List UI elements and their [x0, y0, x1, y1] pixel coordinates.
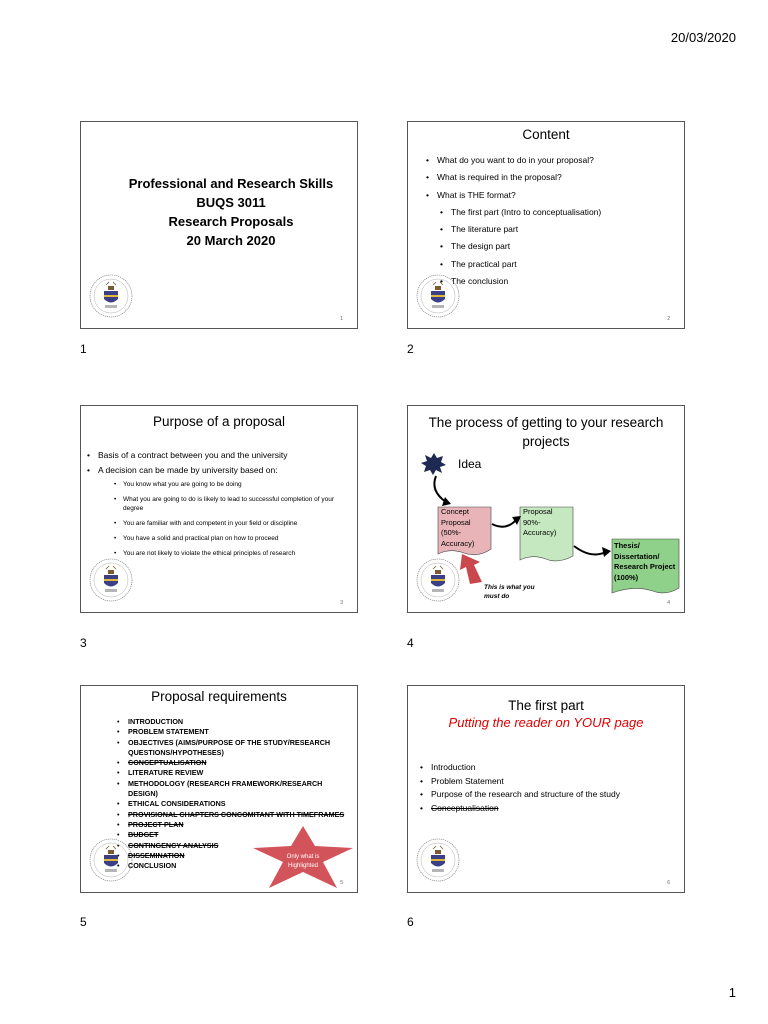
list-item: • Problem Statement [420, 775, 678, 789]
list-item: • What is THE format? [426, 187, 601, 204]
list-item: • INTRODUCTION [117, 717, 353, 727]
slide-2-title: Content [522, 127, 570, 142]
university-crest-logo [414, 272, 462, 320]
list-item: • The first part (Intro to conceptualisation) [440, 204, 601, 221]
list-item: • Purpose of the research and structure of the study [420, 788, 678, 802]
university-crest-logo [87, 556, 135, 604]
list-item: • BUDGET [117, 830, 353, 840]
list-item: • You are familiar with and competent in your field or discipline [114, 519, 351, 528]
slide-2 [407, 121, 685, 329]
list-item: • You have a solid and practical plan on how to proceed [114, 534, 351, 543]
slide-5 [80, 685, 358, 893]
university-crest-logo [414, 836, 462, 884]
slide-4 [407, 405, 685, 613]
list-item: • Conceptualisation [420, 802, 678, 816]
page-number: 1 [728, 985, 736, 1000]
list-item: • What is required in the proposal? [426, 169, 601, 186]
list-item: • ETHICAL CONSIDERATIONS [117, 799, 353, 809]
list-item: • The design part [440, 238, 601, 255]
list-item: • CONCEPTUALISATION [117, 758, 353, 768]
proposal-label: Proposal 90%-Accuracy) [523, 507, 557, 537]
note-text: This is what you must do [484, 584, 535, 600]
slide-number: 5 [80, 915, 87, 929]
list-item: • METHODOLOGY (RESEARCH FRAMEWORK/RESEARCH DESIGN) [117, 779, 353, 800]
list-item: • You are not likely to violate the ethical principles of research [114, 549, 351, 558]
list-item: • OBJECTIVES (AIMS/PURPOSE OF THE STUDY/RESEARCH QUESTIONS/HYPOTHESES) [117, 738, 353, 759]
thesis-label: Thesis/ Dissertation/ Research Project (100%) [614, 541, 676, 582]
slide-6 [407, 685, 685, 893]
university-crest-logo [87, 272, 135, 320]
list-item: • A decision can be made by university based on: • You know what you are going to be doing • What you are going to do is likely to lead to successful completion of your degree • You are familiar with and competent in your field or discipline • You have a solid and practical plan on how to proceed • You are not likely to violate the ethical principles of research [87, 463, 351, 558]
slide-footer-number: 5 [340, 880, 343, 886]
star-label: Only what is Highlighted [286, 854, 320, 869]
slide-footer-number: 6 [667, 880, 670, 886]
list-item: • The conclusion [440, 273, 601, 290]
page-date: 20/03/2020 [670, 30, 736, 45]
list-item: • The literature part [440, 221, 601, 238]
list-item: • CONCLUSION [117, 861, 353, 871]
list-item: • What do you want to do in your proposal? [426, 152, 601, 169]
slide-3-title: Purpose of a proposal [152, 414, 286, 429]
slide-footer-number: 4 [667, 600, 670, 606]
list-item: • CONTINGENCY ANALYSIS [117, 841, 353, 851]
list-item: • PROBLEM STATEMENT [117, 727, 353, 737]
list-item: • Introduction [420, 761, 678, 775]
list-item: • PROVISIONAL CHAPTERS CONCOMITANT WITH TIMEFRAMES [117, 810, 353, 820]
first-part-list [420, 761, 678, 815]
list-item: • Basis of a contract between you and the university [87, 448, 351, 463]
slide-6-title: The first part [508, 698, 584, 713]
slide-5-title: Proposal requirements [151, 689, 287, 704]
pointer-arrow-icon [460, 554, 482, 584]
university-crest-logo [414, 556, 462, 604]
slide-1-title: Professional and Research Skills BUQS 3011 Research Proposals 20 March 2020 [128, 176, 334, 248]
list-item: • LITERATURE REVIEW [117, 768, 353, 778]
list-item: • What you are going to do is likely to lead to successful completion of your degree [114, 495, 351, 513]
idea-label: Idea [458, 457, 482, 471]
slide-number: 4 [407, 636, 414, 650]
purpose-list [87, 448, 351, 564]
list-item: • DISSEMINATION [117, 851, 353, 861]
idea-burst-icon [421, 453, 446, 475]
slide-1 [80, 121, 358, 329]
list-item: • PROJECT PLAN [117, 820, 353, 830]
slide-4-title: The process of getting to your research projects [428, 415, 664, 449]
university-crest-logo [87, 836, 135, 884]
slide-6-subtitle: Putting the reader on YOUR page [448, 715, 644, 730]
content-list [426, 152, 601, 290]
slide-number: 2 [407, 342, 414, 356]
list-item: • You know what you are going to be doing [114, 480, 351, 489]
slide-number: 1 [80, 342, 87, 356]
slide-footer-number: 3 [340, 600, 343, 606]
slide-3 [80, 405, 358, 613]
slide-footer-number: 2 [667, 316, 670, 322]
list-item: • The practical part [440, 256, 601, 273]
slide-number: 6 [407, 915, 414, 929]
slide-footer-number: 1 [340, 316, 343, 322]
concept-proposal-label: Concept Proposal (50%-Accuracy) [441, 507, 475, 548]
slide-number: 3 [80, 636, 87, 650]
